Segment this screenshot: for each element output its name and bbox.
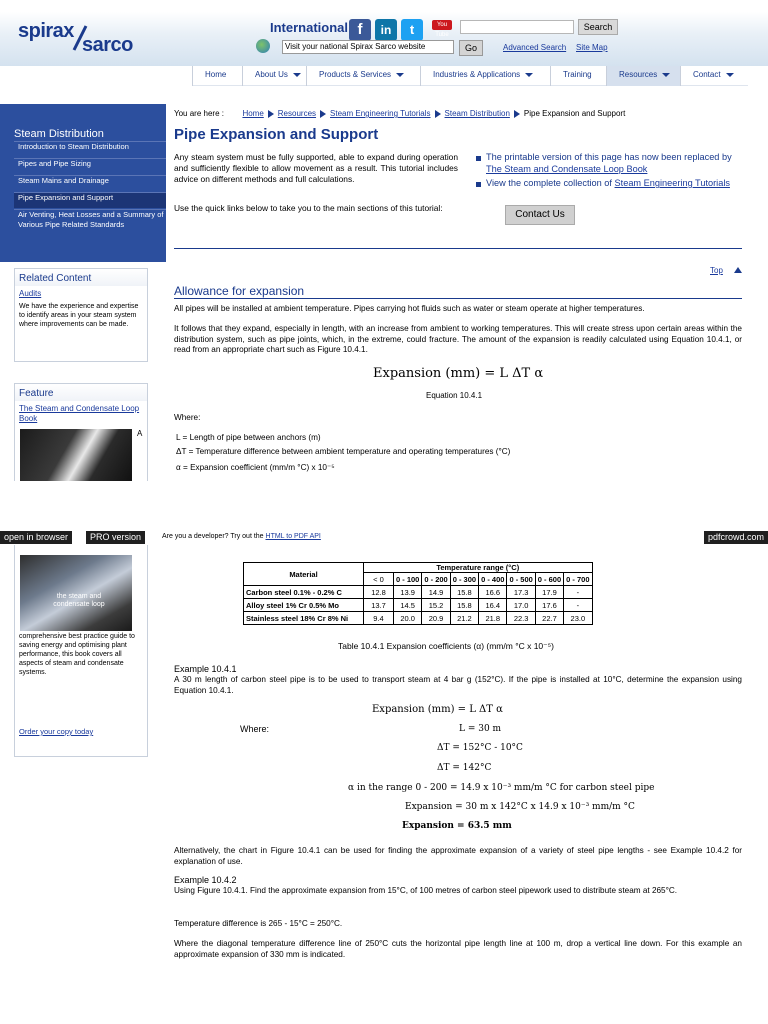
paragraph-expansion: It follows that they expand, especially in length, with an increase from ambient to working temperatures. This will create stress upon certain areas within the distribution system, such as pipe joints, which, in the extreme, could fracture. The amount of the expansion is readily calculated using Equation 10.4.1, or read from an appropriate chart such as Figure 10.4.1. [174, 324, 742, 355]
value-cell: 17.9 [535, 586, 563, 599]
column-header: 0 - 500 [507, 573, 535, 586]
paragraph-ambient: All pipes will be installed at ambient temperature. Pipes carrying hot fluids such as water or steam operate at higher temperatures. [174, 304, 645, 313]
table-row [244, 612, 593, 625]
pdfcrowd-bar [0, 529, 768, 545]
value-cell: 21.8 [479, 612, 507, 625]
sidebar-title: Steam Distribution [14, 128, 104, 140]
value-cell: 17.3 [507, 586, 535, 599]
value-cell: - [564, 586, 592, 599]
example-2-heading: Example 10.4.2 [174, 875, 237, 885]
material-cell: Carbon steel 0.1% - 0.2% C [244, 586, 364, 599]
value-cell: 22.3 [507, 612, 535, 625]
breadcrumb-home[interactable]: Home [242, 109, 264, 118]
value-cell: 16.4 [479, 599, 507, 612]
calc-line-delta-t-1: ΔT = 152°C - 10°C [437, 743, 523, 753]
value-cell: 17.0 [507, 599, 535, 612]
calc-line-expansion: Expansion = 30 m x 142°C x 14.9 x 10⁻³ mm/m °C [405, 802, 635, 812]
material-cell: Stainless steel 18% Cr 8% Ni [244, 612, 364, 625]
sidebar [0, 104, 166, 262]
nav-industries[interactable] [420, 66, 550, 86]
sidebar-item-pipe-expansion[interactable]: Pipe Expansion and Support [14, 192, 166, 208]
where-label: Where: [174, 413, 201, 422]
bullet-text: View the complete collection of [486, 178, 615, 188]
book-cover-image-continued[interactable] [20, 555, 132, 631]
logo-word-1: spirax [18, 20, 74, 42]
example-1-text: A 30 m length of carbon steel pipe is to be used to transport steam at 4 bar g (152°C). If the pipe is installed at 10°C, determine the expansion using Equation 10.4.1. [174, 675, 742, 695]
value-cell: 15.8 [450, 586, 478, 599]
breadcrumb-tutorials[interactable]: Steam Engineering Tutorials [330, 109, 431, 118]
column-header: 0 - 100 [394, 573, 422, 586]
value-cell: 20.0 [394, 612, 422, 625]
youtube-label: You Tube [432, 20, 452, 30]
chevron-down-icon [726, 73, 734, 77]
twitter-icon[interactable]: t [401, 19, 423, 41]
international-label: International [270, 20, 349, 35]
equation-label: Equation 10.4.1 [426, 391, 483, 400]
nav-about-us[interactable] [242, 66, 306, 86]
column-header: 0 - 400 [479, 573, 507, 586]
steam-tutorials-link[interactable]: Steam Engineering Tutorials [614, 178, 730, 188]
breadcrumb-steam-distribution[interactable]: Steam Distribution [444, 109, 510, 118]
related-content-box [14, 268, 148, 362]
calc-line-l: L = 30 m [459, 724, 502, 734]
page-title: Pipe Expansion and Support [174, 126, 379, 143]
value-cell: 13.9 [394, 586, 422, 599]
value-cell: 13.7 [364, 599, 394, 612]
breadcrumb-prefix: You are here : [174, 109, 224, 118]
book-cover-image[interactable] [20, 429, 132, 481]
value-cell: - [564, 599, 592, 612]
related-content-text: We have the experience and expertise to identify areas in your steam system where improvements can be made. [19, 303, 139, 328]
nav-label: Products & Services [319, 70, 392, 79]
logo-word-2: sarco [82, 34, 133, 56]
feature-side-letter: A [137, 429, 143, 438]
value-cell: 22.7 [535, 612, 563, 625]
equation-expansion: Expansion (mm) = L ΔT α [373, 366, 544, 381]
column-header: 0 - 300 [450, 573, 478, 586]
arrow-right-icon [514, 110, 520, 118]
material-header: Material [244, 563, 364, 586]
bullet-tutorials [476, 178, 736, 190]
order-copy-link[interactable]: Order your copy today [19, 727, 94, 736]
loop-book-link[interactable]: The Steam and Condensate Loop Book [486, 163, 648, 174]
pro-version-button[interactable]: PRO version [86, 531, 145, 544]
feature-text: comprehensive best practice guide to saving energy and optimising plant performance, this book covers all aspects of steam and condensate systems. [19, 633, 135, 676]
chevron-down-icon [396, 73, 404, 77]
example-1-equation: Expansion (mm) = L ΔT α [372, 704, 503, 715]
table-header-row [244, 563, 593, 573]
globe-icon [256, 39, 270, 53]
audits-link[interactable]: Audits [19, 289, 42, 298]
search-button[interactable]: Search [578, 19, 618, 35]
definition-alpha: α = Expansion coefficient (mm/m °C) x 10⁻⁵ [176, 463, 335, 472]
chevron-down-icon [662, 73, 670, 77]
column-header: 0 - 200 [422, 573, 450, 586]
arrow-up-icon[interactable] [734, 267, 742, 273]
definition-delta-t: ΔT = Temperature difference between ambient temperature and operating temperatures (°C) [176, 447, 511, 456]
column-header: < 0 [364, 573, 394, 586]
value-cell: 9.4 [364, 612, 394, 625]
calc-line-delta-t-2: ΔT = 142°C [437, 763, 492, 773]
quick-links-text: Use the quick links below to take you to the main sections of this tutorial: [174, 203, 443, 213]
linkedin-icon[interactable]: in [375, 19, 397, 41]
site-map-link[interactable]: Site Map [576, 43, 608, 52]
column-header: 0 - 600 [535, 573, 563, 586]
nav-label: Home [205, 70, 227, 79]
nav-label: Industries & Applications [433, 70, 521, 79]
definition-l: L = Length of pipe between anchors (m) [176, 433, 321, 442]
go-button[interactable]: Go [459, 40, 483, 56]
arrow-right-icon [435, 110, 441, 118]
nav-training[interactable] [550, 66, 606, 86]
breadcrumb-resources[interactable]: Resources [277, 109, 317, 118]
open-in-browser-button[interactable]: open in browser [0, 531, 72, 544]
table-row [244, 586, 593, 599]
value-cell: 21.2 [450, 612, 478, 625]
top-link[interactable]: Top [710, 266, 723, 275]
value-cell: 16.6 [479, 586, 507, 599]
column-header: 0 - 700 [564, 573, 592, 586]
value-cell: 15.8 [450, 599, 478, 612]
table-row [244, 599, 593, 612]
nav-label: Resources [619, 70, 658, 79]
expansion-coefficient-table [243, 562, 593, 625]
calc-line-alpha: α in the range 0 - 200 = 14.9 x 10⁻³ mm/m °C for carbon steel pipe [348, 783, 655, 793]
breadcrumb-current: Pipe Expansion and Support [523, 109, 626, 118]
nav-products-services[interactable] [306, 66, 420, 86]
country-website-select[interactable]: Visit your national Spirax Sarco website [282, 40, 454, 54]
related-content-title: Related Content [15, 269, 147, 286]
intro-paragraph: Any steam system must be fully supported, able to expand during operation and sufficiently flexible to allow movement as a result. This tutorial includes advice on different methods and full calculations. [174, 152, 458, 184]
value-cell: 17.6 [535, 599, 563, 612]
arrow-right-icon [320, 110, 326, 118]
value-cell: 14.9 [422, 586, 450, 599]
table-caption: Table 10.4.1 Expansion coefficients (α) (mm/m °C x 10⁻⁵) [338, 641, 554, 651]
nav-contact[interactable] [680, 66, 748, 86]
breadcrumb [174, 109, 625, 118]
nav-resources[interactable] [606, 66, 680, 86]
value-cell: 23.0 [564, 612, 592, 625]
advanced-search-link[interactable]: Advanced Search [503, 43, 567, 52]
sidebar-item-pipes-sizing[interactable]: Pipes and Pipe Sizing [14, 158, 166, 174]
book-cover-text: the steam and condensate loop [53, 593, 105, 608]
example-1-where: Where: [240, 724, 270, 734]
divider [174, 248, 742, 249]
value-cell: 14.5 [394, 599, 422, 612]
pdfcrowd-brand[interactable]: pdfcrowd.com [704, 531, 768, 544]
nav-label: Contact [693, 70, 721, 79]
sidebar-item-introduction[interactable]: Introduction to Steam Distribution [14, 141, 166, 157]
calc-line-result: Expansion = 63.5 mm [402, 821, 512, 831]
developer-text-label: Are you a developer? Try out the [162, 533, 266, 540]
nav-label: Training [563, 70, 592, 79]
temperature-range-header: Temperature range (°C) [364, 563, 593, 573]
bullet-printable-version [476, 152, 736, 175]
contact-us-button[interactable]: Contact Us [505, 205, 575, 225]
value-cell: 15.2 [422, 599, 450, 612]
chevron-down-icon [525, 73, 533, 77]
arrow-right-icon [268, 110, 274, 118]
feature-title: Feature [15, 384, 147, 401]
divider [174, 298, 742, 299]
section-heading: Allowance for expansion [174, 284, 305, 298]
material-cell: Alloy steel 1% Cr 0.5% Mo [244, 599, 364, 612]
developer-text [162, 533, 321, 540]
nav-label: About Us [255, 70, 288, 79]
paragraph-alternatively: Alternatively, the chart in Figure 10.4.1 can be used for finding the approximate expansion of a variety of steel pipe lengths - see Example 10.4.2 for explanation of use. [174, 846, 742, 866]
example-2-text: Using Figure 10.4.1. Find the approximate expansion from 15°C, of 100 metres of carbon steel pipework used to distribute steam at 265°C. [174, 886, 678, 895]
search-input[interactable] [460, 20, 574, 34]
feature-book-link[interactable]: The Steam and Condensate Loop Book [19, 404, 140, 423]
html-to-pdf-api-link[interactable]: HTML to PDF API [265, 533, 321, 540]
example-2-text-2: Where the diagonal temperature difference line of 250°C cuts the horizontal pipe length line at 100 m, drop a vertical line down. For this example an approximate expansion of 330 mm is indicated. [174, 939, 742, 959]
value-cell: 20.9 [422, 612, 450, 625]
main-nav [192, 66, 748, 86]
nav-home[interactable] [192, 66, 242, 86]
bullet-text: The printable version of this page has now been replaced by [486, 152, 732, 162]
sidebar-item-air-venting[interactable]: Air Venting, Heat Losses and a Summary of Various Pipe Related Standards [14, 209, 166, 245]
chevron-down-icon [293, 73, 301, 77]
example-2-temp-diff: Temperature difference is 265 - 15°C = 250°C. [174, 919, 343, 928]
youtube-icon[interactable] [432, 20, 452, 42]
sidebar-item-steam-mains[interactable]: Steam Mains and Drainage [14, 175, 166, 191]
example-1-heading: Example 10.4.1 [174, 664, 237, 674]
value-cell: 12.8 [364, 586, 394, 599]
facebook-icon[interactable]: f [349, 19, 371, 41]
